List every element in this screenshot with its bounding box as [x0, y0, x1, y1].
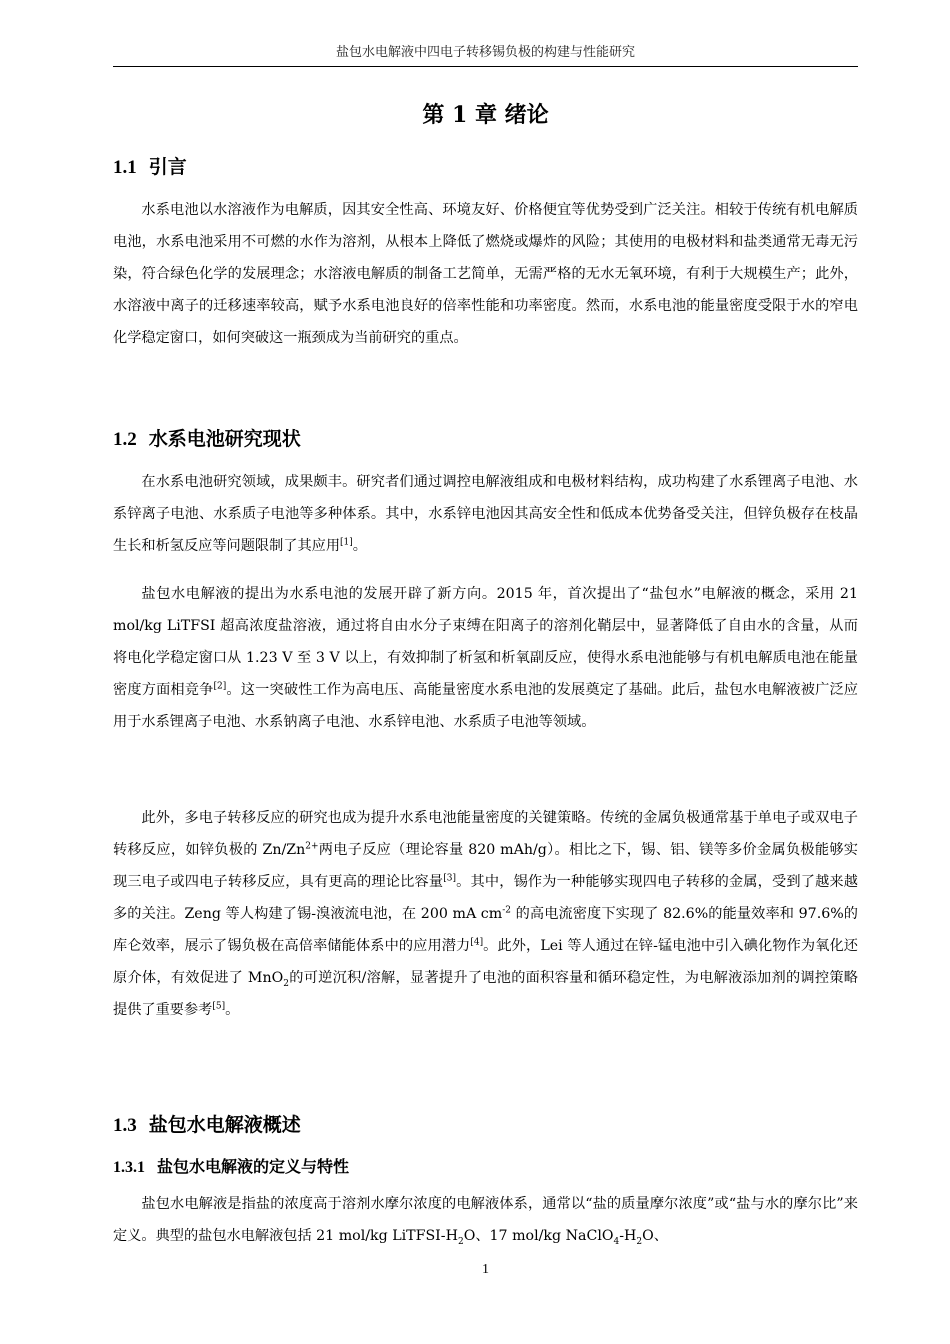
- section-number: 1.3: [113, 1115, 137, 1136]
- paragraph-text: O、17 mol/kg NaClO: [463, 1228, 614, 1244]
- citation: [2]: [213, 681, 227, 692]
- section-number: 1.3.1: [113, 1159, 145, 1176]
- section-heading-1-3: [113, 1112, 858, 1139]
- superscript: -2: [502, 905, 511, 916]
- paragraph-text: 盐包水电解液是指盐的浓度高于溶剂水摩尔浓度的电解液体系，通常以“盐的质量摩尔浓度”或“盐与水的摩尔比”来定义。典型的盐包水电解液包括 21 mol/kg LiTFSI-H: [113, 1196, 858, 1244]
- paragraph-text: O、: [642, 1228, 668, 1244]
- running-header: 盐包水电解液中四电子转移锡负极的构建与性能研究: [335, 45, 635, 60]
- subscript: 2: [457, 1236, 464, 1247]
- paragraph-text: 两电子反应（理论容量 820 mAh/g）。相比之下，锡、铝、镁等多价金属负极能够实现三电子或四电子转移反应，具有更高的理论比容量: [113, 842, 858, 890]
- paragraph-text: -H: [619, 1228, 637, 1244]
- section-title: 盐包水电解液概述: [148, 1114, 301, 1136]
- paragraph-intro: 水系电池以水溶液作为电解质，因其安全性高、环境友好、价格便宜等优势受到广泛关注。相较于传统有机电解质电池，水系电池采用不可燃的水作为溶剂，从根本上降低了燃烧或爆炸的风险；其使用的电极材料和盐类通常无毒无污染，符合绿色化学的发展理念；水溶液电解质的制备工艺简单，无需严格的无水无氧环境，有利于大规模生产；此外，水溶液中离子的迁移速率较高，赋予水系电池良好的倍率性能和功率密度。然而，水系电池的能量密度受限于水的窄电化学稳定窗口，如何突破这一瓶颈成为当前研究的重点。: [113, 202, 858, 346]
- section-title: 盐包水电解液的定义与特性: [157, 1157, 350, 1176]
- subsection-heading-1-3-1: [113, 1156, 858, 1179]
- page-number: 1: [482, 1262, 489, 1277]
- paragraph-text: 的可逆沉积/溶解，显著提升了电池的面积容量和循环稳定性，为电解液添加剂的调控策略提供了重要参考: [113, 970, 858, 1018]
- paragraph-text: 。: [225, 1002, 240, 1018]
- section-number: 1.2: [113, 429, 137, 450]
- chapter-title: 第 1 章 绪论: [422, 102, 549, 128]
- section-number: 1.1: [113, 157, 137, 178]
- header-rule: [113, 66, 858, 67]
- superscript: 2+: [305, 841, 319, 852]
- subscript: 2: [636, 1236, 643, 1247]
- section-heading-1-2: [113, 426, 858, 453]
- paragraph-text: 的高电流密度下实现了 82.6%的能量效率和 97.6%的库仑效率，展示了锡负极在高倍率储能体系中的应用潜力: [113, 906, 858, 954]
- citation: [3]: [443, 873, 456, 884]
- paragraph-text: 。其中，锡作为一种能够实现四电子转移的金属，受到了越来越多的关注。Zeng 等人构建了锡-溴液流电池，在 200 mA cm: [113, 874, 858, 922]
- section-title: 水系电池研究现状: [148, 428, 301, 450]
- paragraph-text: 盐包水电解液的提出为水系电池的发展开辟了新方向。2015 年，首次提出了“盐包水”电解液的概念，采用 21 mol/kg LiTFSI 超高浓度盐溶液，通过将自由水分子束缚在阳离子的溶剂化鞘层中，显著降低了自由水的含量，从而将电化学稳定窗口从 1.23 V 至 3 V 以上，有效抑制了析氢和析氧副反应，使得水系电池能够与有机电解质电池在能量密度方面相竞争: [113, 586, 858, 698]
- paragraph-text: 。这一突破性工作为高电压、高能量密度水系电池的发展奠定了基础。此后，盐包水电解液被广泛应用于水系锂离子电池、水系钠离子电池、水系锌电池、水系质子电池等领域。: [113, 682, 858, 730]
- section-heading-1-1: [113, 154, 858, 181]
- paragraph-status: [113, 466, 858, 562]
- citation: [5]: [212, 1001, 226, 1012]
- paragraph-wis-definition: [113, 1188, 858, 1252]
- paragraph-text: 。此外，Lei 等人通过在锌-锰电池中引入碘化物作为氧化还原介体，有效促进了 MnO: [113, 938, 858, 986]
- paragraph-multielectron: [113, 802, 858, 1026]
- paragraph-wis-history: [113, 578, 858, 738]
- subscript: 4: [613, 1236, 620, 1247]
- section-title: 引言: [148, 156, 187, 178]
- citation: [1]: [340, 537, 353, 548]
- paragraph-text: 。: [352, 538, 367, 554]
- paragraph-text: 在水系电池研究领域，成果颇丰。研究者们通过调控电解液组成和电极材料结构，成功构建了水系锂离子电池、水系锌离子电池、水系质子电池等多种体系。其中，水系锌电池因其高安全性和低成本优势备受关注，但锌负极存在枝晶生长和析氢反应等问题限制了其应用: [113, 474, 858, 554]
- citation: [4]: [470, 937, 484, 948]
- paragraph-text: 此外，多电子转移反应的研究也成为提升水系电池能量密度的关键策略。传统的金属负极通常基于单电子或双电子转移反应，如锌负极的 Zn/Zn: [113, 810, 858, 858]
- subscript: 2: [283, 978, 289, 989]
